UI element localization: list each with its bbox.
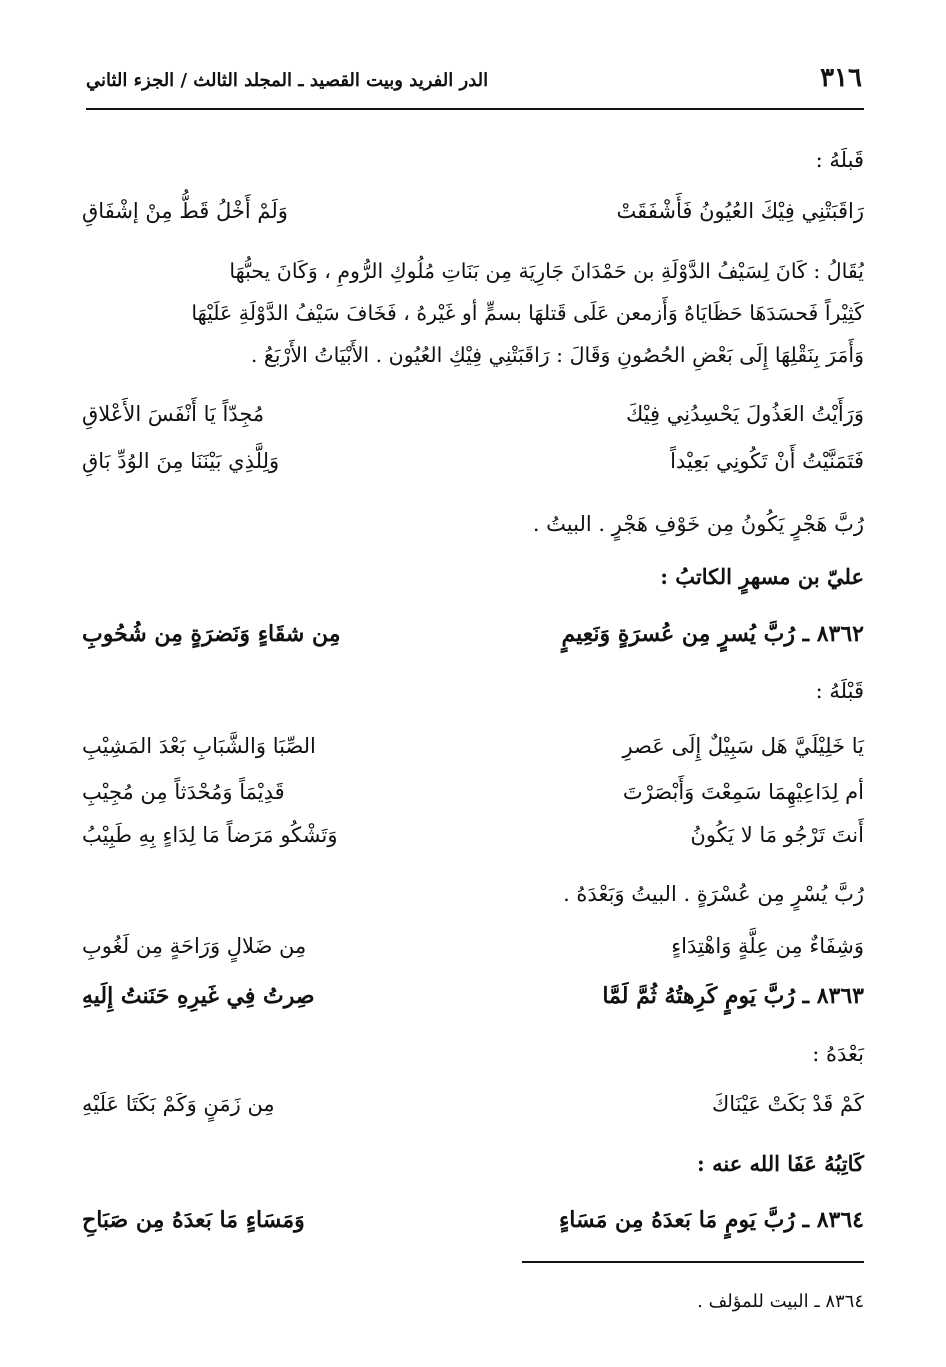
verse-line bbox=[82, 440, 864, 482]
verse-first-hemistich: ٨٣٦٤ ـ رُبَّ يَومٍ مَا بَعدَهُ مِن مَسَاءٍ bbox=[558, 1207, 864, 1233]
prose-line: وَأَمَرَ بِنَقْلِهَا إِلَى بَعْضِ الحُصُونِ وَقَالَ : رَاقَبَتْنِي فِيْكِ العُيُون . الأَبْيَاتُ الأَرْبَعُ . bbox=[250, 343, 864, 367]
page-header bbox=[86, 58, 864, 110]
verse-second-hemistich: وَلَمْ أَخْلُ قَطُّ مِنْ إشْفَاقِ bbox=[82, 199, 288, 223]
verse-first-hemistich: رَاقَبَتْنِي فِيْكَ العُيُونُ فَأَشْفَقَتْ bbox=[616, 199, 864, 223]
verse-second-hemistich: صِرتُ فِي غَيرِهِ حَنَنتُ إِلَيهِ bbox=[82, 983, 315, 1009]
text-line: رُبَّ هَجْرٍ يَكُونُ مِن خَوْفِ هَجْرٍ . البيتُ . bbox=[532, 512, 864, 536]
text-line: رُبَّ يُسْرٍ مِن عُسْرَةٍ . البيتُ وَبَعْدَهُ . bbox=[563, 882, 864, 906]
verse-second-hemistich: وَتَشْكُو مَرَضاً مَا لِدَاءٍ بِهِ طَبِيْبُ bbox=[82, 823, 338, 847]
verse-second-hemistich: مِن زَمَنٍ وَكَمْ بَكَتَا عَلَيْهِ bbox=[82, 1092, 275, 1116]
verse-line bbox=[82, 925, 864, 967]
verse-second-hemistich: الصِّبَا وَالشَّبَابِ بَعْدَ المَشِيْبِ bbox=[82, 734, 316, 758]
text-line: بَعْدَهُ : bbox=[812, 1042, 864, 1066]
footnote: ٨٣٦٤ ـ البيت للمؤلف . bbox=[697, 1291, 864, 1312]
verse-first-hemistich: وَشِفَاءٌ مِن عِلَّةٍ وَاهْتِدَاءٍ bbox=[671, 934, 864, 958]
verse-second-hemistich: وَمَسَاءٍ مَا بَعدَهُ مِن صَبَاحِ bbox=[82, 1207, 305, 1233]
prose-line: يُقَالُ : كَانَ لِسَيْفُ الدَّوْلَةِ بن حَمْدَانَ جَارِيَة مِن بَنَاتِ مُلُوكِ الرُّومِ ، وَكَانَ يحبُّهَا bbox=[229, 259, 864, 283]
verse-line bbox=[82, 771, 864, 813]
verse-first-hemistich: ٨٣٦٢ ـ رُبَّ يُسرٍ مِن عُسرَةٍ وَنَعِيمٍ bbox=[561, 621, 864, 647]
verse-first-hemistich: وَرَأَيْتُ العَذُولَ يَحْسِدُنِي فِيْكَ bbox=[626, 402, 864, 426]
numbered-verse-8364 bbox=[82, 1199, 864, 1241]
verse-second-hemistich: وَلِلَّذِي بَيْنَنَا مِنَ الوُدِّ بَاقِ bbox=[82, 449, 280, 473]
text-line: قَبْلَهُ : bbox=[815, 679, 864, 703]
verse-line bbox=[82, 190, 864, 232]
verse-second-hemistich: مُجِدّاً يَا أَنْفَسَ الأَعْلاقِ bbox=[82, 402, 265, 426]
text-line: قَبلَهُ : bbox=[815, 148, 864, 172]
verse-line bbox=[82, 393, 864, 435]
verse-first-hemistich: أَنتَ تَرْجُو مَا لا يَكُونُ bbox=[690, 823, 864, 847]
verse-second-hemistich: مِن ضَلالٍ وَرَاحَةٍ مِن لَغُوبِ bbox=[82, 934, 307, 958]
verse-line bbox=[82, 1083, 864, 1125]
verse-line bbox=[82, 725, 864, 767]
page-number: ٣١٦ bbox=[820, 63, 862, 93]
verse-first-hemistich: يَا خَلِيْلَيَّ هَل سَبِيْلٌ إِلَى عَصرِ bbox=[622, 734, 864, 758]
numbered-verse-8362 bbox=[82, 613, 864, 655]
verse-second-hemistich: قَدِيْمَاً وَمُحْدَثاً مِن مُجِيْبِ bbox=[82, 780, 285, 804]
poet-attribution: عليّ بن مسهرٍ الكاتبُ : bbox=[660, 564, 864, 589]
poet-attribution: كَاتِبُهُ عَفَا الله عنه : bbox=[697, 1151, 864, 1176]
footnote-divider bbox=[522, 1261, 864, 1263]
verse-second-hemistich: مِن شقَاءٍ وَنَضرَةٍ مِن شُحُوبِ bbox=[82, 621, 341, 647]
verse-line bbox=[82, 814, 864, 856]
verse-first-hemistich: فَتَمَنَّيْتُ أَنْ تَكُونِي بَعِيْداً bbox=[670, 449, 864, 473]
numbered-verse-8363 bbox=[82, 975, 864, 1017]
verse-first-hemistich: أم لِدَاعِيْهِمَا سَمِعْتَ وَأَبْصَرْتَ bbox=[622, 780, 864, 804]
prose-line: كَثِيْراً فَحسَدَهَا حَظَايَاهُ وَأَزمعن عَلَى قَتلهَا بسمٍّ أو غَيْرهُ ، فَخَافَ سَيْفُ الدَّوْلَةِ عَلَيْهَا bbox=[191, 301, 864, 325]
verse-first-hemistich: كَمْ قَدْ بَكَتْ عَيْنَاكَ bbox=[711, 1092, 864, 1116]
running-title: الدر الفريد وبيت القصيد ـ المجلد الثالث / الجزء الثاني bbox=[86, 70, 489, 91]
verse-first-hemistich: ٨٣٦٣ ـ رُبَّ يَومٍ كَرِهتُهُ ثُمَّ لَمَّا bbox=[602, 983, 864, 1009]
